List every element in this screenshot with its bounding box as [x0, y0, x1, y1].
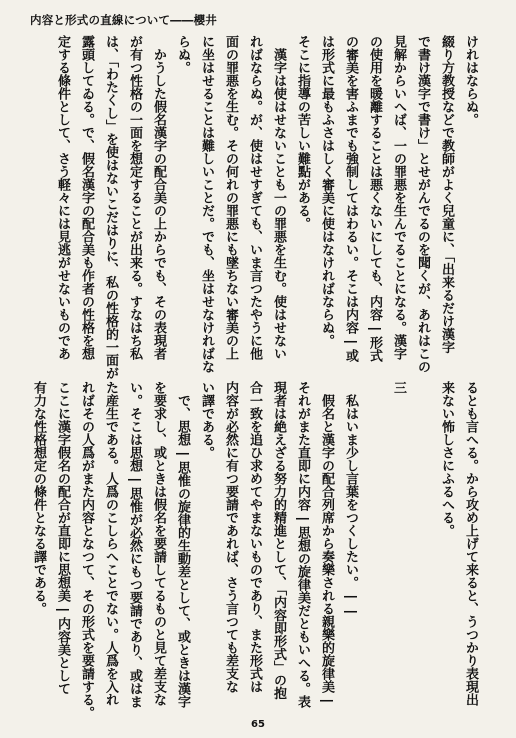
bottom-line: い譯である。 — [199, 381, 214, 459]
top-line: の審美を害ふまでも強制してはわるい。そこは内容―或 — [343, 35, 358, 362]
bottom-line: るとも言へる。から攻め上げて来ると、うつかり表現出 — [463, 381, 478, 706]
top-line: 面の罪悪を生む。その何れの罪悪にも墜ちない審美の上 — [223, 35, 238, 360]
top-line: は、「わたくし」を使はないこだはりに、私の性格的一面が — [103, 35, 118, 380]
bottom-line: ここに漢字假名の配合が直即に思想美―内容美として — [55, 381, 70, 695]
bottom-line: を要求し、或ときは假名を要請してるものと見て差支な — [151, 381, 166, 706]
bottom-line: 有力な性格想定の條件となる譯である。 — [31, 381, 46, 615]
bottom-line: ればその人爲がまた内容となつて、その形式を要請する。 — [79, 381, 94, 719]
top-line: 漢字は使はせないことも一の罪悪を生む。使はせない — [271, 35, 286, 360]
top-line: けれはならぬ。 — [463, 35, 478, 126]
bottom-line: 現者は絶えざる努力的精進として、「内容即形式」の抱 — [271, 381, 286, 700]
bottom-line: で、思想―思惟の旋律的生動差として、或ときは漢字 — [175, 381, 190, 708]
top-line: で書け漢字で書け」とせがんでるのを聞くが、あれはこの — [415, 35, 430, 373]
top-line: ればならぬ。が、使はせすぎても、いま言つたやうに他 — [247, 35, 262, 360]
bottom-line: い。そこは思想―思惟が必然にもつ要請であり、或はま — [127, 381, 142, 708]
upper-text-block — [50, 35, 482, 380]
page-number: 65 — [251, 719, 265, 730]
bottom-line — [362, 381, 386, 705]
bottom-line: 内容が必然に有つ要請であれば、さう言つても差支な — [223, 381, 238, 693]
bottom-line: 私はいま少し言葉をつくしたい。―― — [343, 381, 358, 619]
bottom-line: 来ない怖しさにふるへる。 — [439, 381, 454, 537]
bottom-line: 三 — [391, 381, 406, 394]
bottom-line — [410, 381, 434, 705]
top-line: そこに指導の苦しい難點がある。 — [295, 35, 310, 230]
top-line: 露頭してゐる。で、假名漢字の配合美も作者の性格を想 — [79, 35, 94, 360]
top-line: かうした假名漢字の配合美の上からでも、その表現者 — [151, 35, 166, 360]
bottom-line: 合一致を追ひ求めてやまないものであり、また形式は — [247, 381, 262, 693]
top-line: 見解からいへば、一の罪悪を生んでることになる。漢字 — [391, 35, 406, 360]
bottom-line: 假名と漢字の配合列席から奏樂される親樂的旋律美― — [319, 381, 334, 708]
running-header: 内容と形式の直線について――櫻井 — [30, 13, 217, 27]
top-line: の使用を暖離することは悪くないにしても、内容―形式 — [367, 35, 382, 362]
bottom-line: それがまた直即に内容―思想の旋律美だともいへる。表 — [295, 381, 310, 708]
top-line: 定する條件として、さう軽々には見逃がせないものであ — [55, 35, 70, 360]
top-line: 綴り方教授などで教師がよく兒童に、「出来るだけ漢字 — [439, 35, 454, 354]
top-line: らぬ。 — [175, 35, 190, 74]
top-line: が有つ性格の一面を想定することが出来る。すなはち私 — [127, 35, 142, 360]
bottom-line: た産生である。人爲のこしらへことでない。人爲を入れ — [103, 381, 118, 706]
top-line: は形式に最もふさはしく審美に使はなければならぬ。 — [319, 35, 334, 347]
lower-text-block — [26, 381, 482, 719]
top-line: に坐はせることは難しいことだ。でも、坐はせなければな — [199, 35, 214, 373]
